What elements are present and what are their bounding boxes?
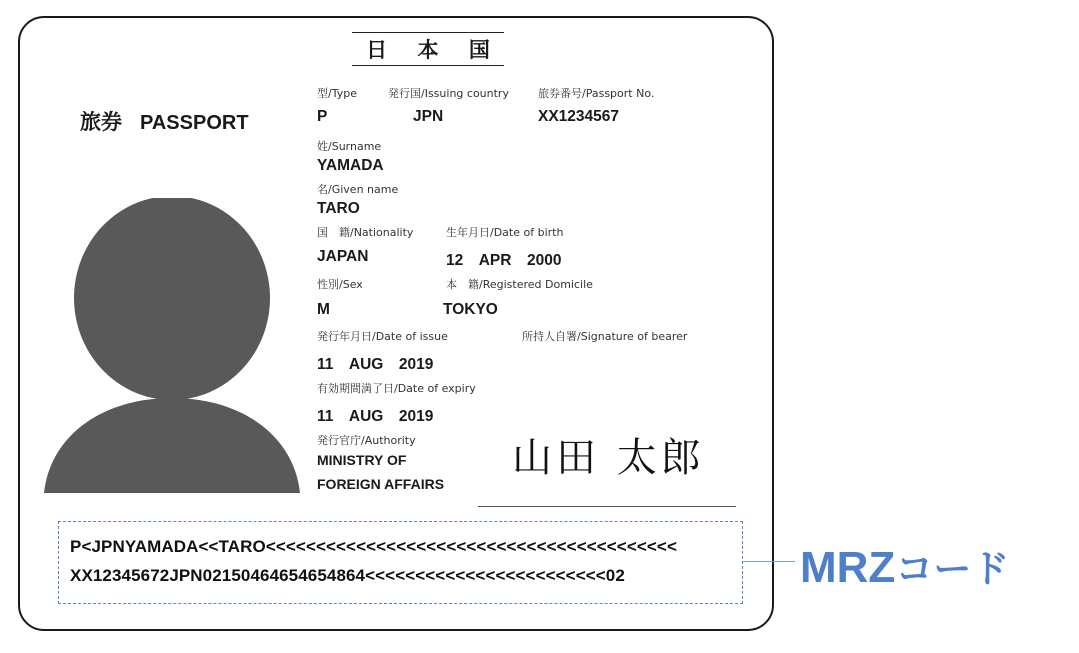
- sex-label: 性別/Sex: [317, 278, 363, 291]
- authority-value-line1: MINISTRY OF: [317, 452, 407, 468]
- passport-no-label: 旅券番号/Passport No.: [538, 87, 655, 100]
- date-of-birth-label: 生年月日/Date of birth: [446, 226, 564, 239]
- bearer-signature: 山田 太郎: [512, 435, 705, 481]
- type-label: 型/Type: [317, 87, 357, 100]
- surname-value: YAMADA: [317, 157, 384, 174]
- registered-domicile-value: TOKYO: [443, 301, 498, 318]
- given-name-label: 名/Given name: [317, 183, 399, 196]
- nationality-label: 国 籍/Nationality: [317, 226, 414, 239]
- country-title: 日 本 国: [352, 32, 504, 66]
- date-of-expiry-value: 11 AUG 2019: [317, 408, 434, 425]
- passport-title-en: PASSPORT: [140, 112, 249, 134]
- type-value: P: [317, 108, 328, 125]
- given-name-value: TARO: [317, 200, 360, 217]
- registered-domicile-label: 本 籍/Registered Domicile: [446, 278, 593, 291]
- surname-label: 姓/Surname: [317, 140, 382, 153]
- authority-value-line2: FOREIGN AFFAIRS: [317, 476, 445, 492]
- callout-connector-line: [743, 561, 795, 562]
- issuing-country-label: 発行国/Issuing country: [388, 87, 509, 100]
- mrz-callout-label: [800, 538, 1009, 593]
- issuing-country-value: JPN: [413, 108, 444, 125]
- authority-label: 発行官庁/Authority: [317, 434, 416, 447]
- date-of-birth-value: 12 APR 2000: [446, 252, 562, 269]
- passport-title-jp: 旅券: [80, 110, 122, 134]
- photo-silhouette: [44, 198, 300, 493]
- date-of-issue-label: 発行年月日/Date of issue: [317, 330, 448, 343]
- passport-title: [80, 106, 249, 136]
- mrz-callout-jp: コード: [895, 547, 1010, 591]
- date-of-expiry-label: 有効期間満了日/Date of expiry: [317, 382, 476, 395]
- date-of-issue-value: 11 AUG 2019: [317, 356, 434, 373]
- mrz-line-1: P<JPNYAMADA<<TARO<<<<<<<<<<<<<<<<<<<<<<<<<<<<<<<<<<<<<<<<<: [70, 537, 677, 556]
- mrz-line-2: XX12345672JPN02150464654654864<<<<<<<<<<<<<<<<<<<<<<<<02: [70, 566, 625, 585]
- sex-value: M: [317, 301, 330, 318]
- mrz-callout-latin: MRZ: [800, 543, 896, 592]
- signature-of-bearer-label: 所持人自署/Signature of bearer: [522, 330, 688, 343]
- signature-line: [478, 506, 736, 507]
- mrz-box: [58, 521, 743, 604]
- nationality-value: JAPAN: [317, 248, 369, 265]
- passport-no-value: XX1234567: [538, 108, 620, 125]
